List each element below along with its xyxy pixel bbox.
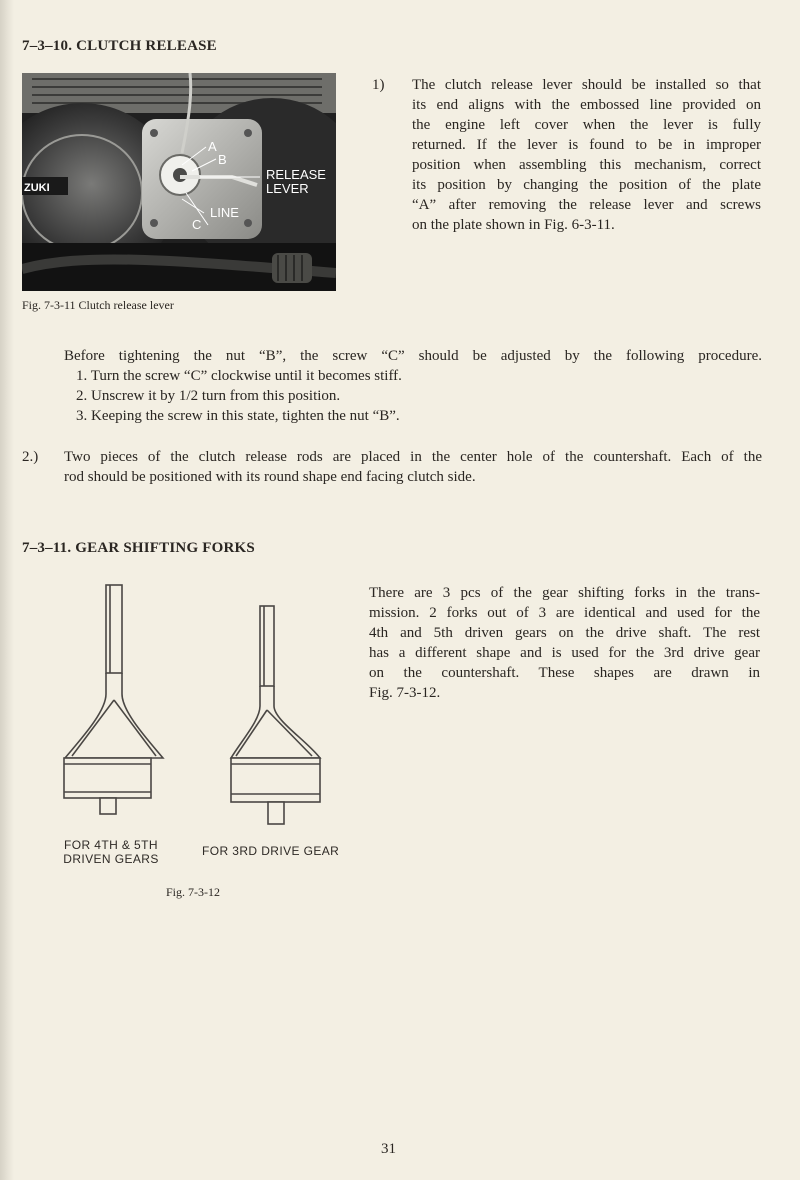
gear-forks-line: has a different shape and is used for the 3rd drive gear — [369, 645, 760, 661]
section-heading-gear-shifting-forks: 7–3–11. GEAR SHIFTING FORKS — [22, 540, 255, 556]
page-edge-shadow — [0, 0, 14, 1180]
procedure-step: 3. Keeping the screw in this state, tighten the nut “B”. — [76, 408, 400, 424]
fork-4th-5th-label-line: DRIVEN GEARS — [63, 852, 159, 866]
photo-label-release: RELEASE — [266, 167, 326, 182]
item-1-line: on the plate shown in Fig. 6-3-11. — [412, 217, 615, 233]
gear-fork-drawings — [50, 580, 350, 835]
figure-caption-7-3-11: Fig. 7-3-11 Clutch release lever — [22, 298, 174, 312]
fork-3rd-drive-label: FOR 3RD DRIVE GEAR — [202, 844, 340, 858]
item-1-number: 1) — [372, 77, 385, 93]
fork-4th-5th-driven-drawing — [64, 585, 163, 814]
item-1-line: the engine left cover when the lever is fully — [412, 117, 761, 133]
photo-label-brand: ZUKI — [24, 182, 50, 194]
photo-label-line: LINE — [210, 205, 239, 220]
item-1-line: “A” after removing the release lever and screws — [412, 197, 761, 213]
fork-3rd-drive-drawing — [231, 606, 320, 824]
item-2-text — [64, 447, 762, 487]
gear-forks-text — [369, 583, 760, 703]
page-number: 31 — [381, 1141, 396, 1157]
item-1-line: returned. If the lever is found to be in improper — [412, 137, 761, 153]
item-1-line: its position by changing the position of the plate — [412, 177, 761, 193]
photo-label-lever: LEVER — [266, 181, 309, 196]
photo-label-c: C — [192, 217, 202, 232]
item-1-line: its end aligns with the embossed line provided on — [412, 97, 761, 113]
gear-forks-line: 4th and 5th driven gears on the drive shaft. The rest — [369, 625, 760, 641]
section-heading-clutch-release: 7–3–10. CLUTCH RELEASE — [22, 38, 217, 54]
procedure-step: 1. Turn the screw “C” clockwise until it becomes stiff. — [76, 368, 402, 384]
gear-forks-line: on the countershaft. These shapes are drawn in — [369, 665, 760, 681]
procedure-intro: Before tightening the nut “B”, the screw “C” should be adjusted by the following procedure. — [64, 348, 762, 364]
photo-label-b: B — [218, 152, 227, 167]
gear-forks-line: mission. 2 forks out of 3 are identical and used for the — [369, 605, 760, 621]
item-1-text — [412, 75, 761, 235]
item-2-line: rod should be positioned with its round shape end facing clutch side. — [64, 469, 476, 485]
gear-forks-line: Fig. 7-3-12. — [369, 685, 441, 701]
item-2-line: Two pieces of the clutch release rods are placed in the center hole of the countershaft. Each of the — [64, 449, 762, 465]
item-1-line: position when assembling this mechanism, correct — [412, 157, 761, 173]
gear-forks-line: There are 3 pcs of the gear shifting forks in the trans- — [369, 585, 760, 601]
clutch-release-photo — [22, 73, 336, 291]
fork-4th-5th-label-line: FOR 4TH & 5TH — [64, 838, 158, 852]
figure-caption-7-3-12: Fig. 7-3-12 — [166, 885, 220, 899]
item-1-line: The clutch release lever should be installed so that — [412, 77, 761, 93]
item-2-number: 2.) — [22, 449, 39, 465]
photo-label-a: A — [208, 139, 217, 154]
procedure-steps — [76, 366, 402, 426]
fork-4th-5th-label — [58, 838, 164, 866]
procedure-step: 2. Unscrew it by 1/2 turn from this position. — [76, 388, 341, 404]
